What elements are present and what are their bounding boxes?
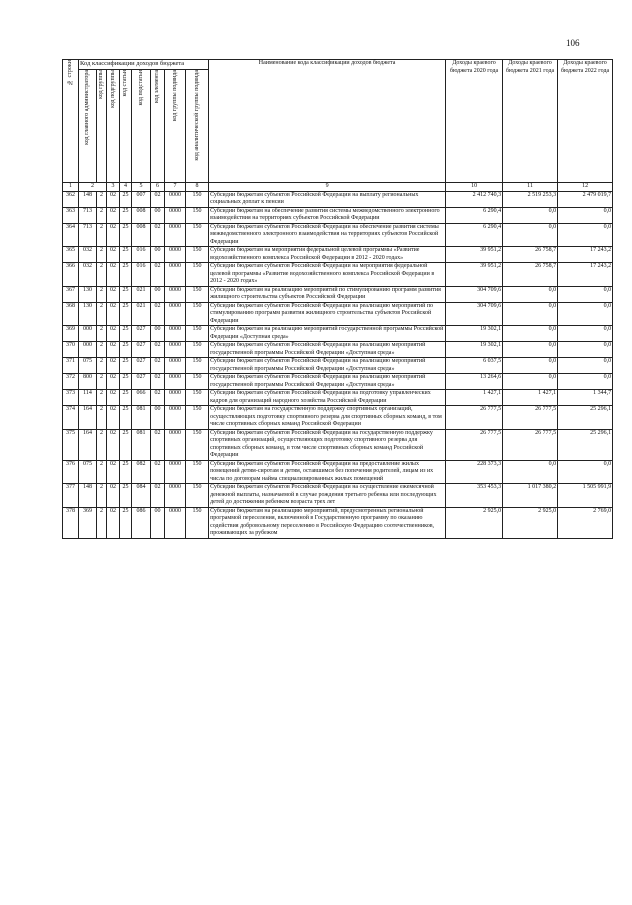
- header-code-subtype-group: код группы подвида: [165, 70, 186, 183]
- revenue-2022: 0,0: [558, 223, 613, 247]
- row-number: 374: [63, 406, 79, 430]
- revenue-name: Субсидии бюджетам на обеспечение развития системы межведомственного электронного взаимодействия на территориях субъектов Российской Федерации: [209, 207, 446, 223]
- code-subarticle: 021: [132, 302, 151, 326]
- col-number: 10: [446, 183, 503, 192]
- revenue-2021: 0,0: [503, 326, 558, 342]
- code-admin: 713: [79, 223, 97, 247]
- code-subgroup: 02: [107, 406, 120, 430]
- col-number: 7: [165, 183, 186, 192]
- table-row: [63, 358, 613, 374]
- table-row: [63, 507, 613, 538]
- code-admin: 130: [79, 286, 97, 302]
- code-article: 25: [120, 342, 132, 358]
- revenue-2022: 25 296,1: [558, 406, 613, 430]
- row-number: 376: [63, 460, 79, 484]
- code-subtype-group: 0000: [165, 484, 186, 508]
- code-element: 02: [151, 223, 165, 247]
- header-code-element: код элемента: [151, 70, 165, 183]
- code-element: 00: [151, 286, 165, 302]
- col-number: 8: [186, 183, 209, 192]
- code-article: 25: [120, 302, 132, 326]
- code-group: 2: [97, 263, 107, 287]
- row-number: 364: [63, 223, 79, 247]
- code-admin: 032: [79, 263, 97, 287]
- code-analytic-group: 150: [186, 286, 209, 302]
- code-subarticle: 021: [132, 286, 151, 302]
- row-number: 369: [63, 326, 79, 342]
- revenue-name: Субсидии бюджетам субъектов Российской Федерации на реализацию мероприятий государственной программы Российской Федерации «Доступная среда»: [209, 342, 446, 358]
- revenue-2022: 1 505 991,9: [558, 484, 613, 508]
- code-subarticle: 016: [132, 247, 151, 263]
- code-subarticle: 008: [132, 223, 151, 247]
- code-subgroup: 02: [107, 223, 120, 247]
- code-element: 02: [151, 342, 165, 358]
- code-subgroup: 02: [107, 507, 120, 538]
- revenue-name: Субсидии бюджетам на реализацию мероприятий государственной программы Российской Федерации «Доступная среда»: [209, 326, 446, 342]
- table-row: [63, 223, 613, 247]
- code-group: 2: [97, 374, 107, 390]
- code-admin: 164: [79, 429, 97, 460]
- code-article: 25: [120, 374, 132, 390]
- row-number: 378: [63, 507, 79, 538]
- table-row: [63, 326, 613, 342]
- code-subarticle: 027: [132, 342, 151, 358]
- col-number: 12: [558, 183, 613, 192]
- code-subarticle: 027: [132, 358, 151, 374]
- code-subtype-group: 0000: [165, 263, 186, 287]
- revenue-2022: 0,0: [558, 342, 613, 358]
- code-subarticle: 084: [132, 484, 151, 508]
- code-subgroup: 02: [107, 263, 120, 287]
- revenue-2020: 6 290,4: [446, 207, 503, 223]
- table-row: [63, 374, 613, 390]
- code-subarticle: 007: [132, 191, 151, 207]
- code-subgroup: 02: [107, 390, 120, 406]
- revenue-2020: 39 951,2: [446, 247, 503, 263]
- code-element: 02: [151, 263, 165, 287]
- row-number: 375: [63, 429, 79, 460]
- code-article: 25: [120, 326, 132, 342]
- code-admin: 000: [79, 342, 97, 358]
- revenue-2021: 26 777,5: [503, 406, 558, 430]
- table-row: [63, 460, 613, 484]
- revenue-2021: 0,0: [503, 207, 558, 223]
- code-analytic-group: 150: [186, 326, 209, 342]
- revenue-name: Субсидии бюджетам на мероприятия федеральной целевой программы «Развитие водохозяйственного комплекса Российской Федерации в 2012 - 2020 годах»: [209, 247, 446, 263]
- revenue-name: Субсидии бюджетам на реализацию мероприятий, предусмотренных региональной программой переселения, включенной в Государственную программу по оказанию содействия добровольному переселению в Российскую Федерацию соотечественников, проживающих за рубежом: [209, 507, 446, 538]
- code-subtype-group: 0000: [165, 191, 186, 207]
- revenue-2022: 17 243,2: [558, 247, 613, 263]
- revenue-name: Субсидии бюджетам на реализацию мероприятий по стимулированию программ развития жилищного строительства субъектов Российской Федерации: [209, 286, 446, 302]
- code-subtype-group: 0000: [165, 406, 186, 430]
- code-subgroup: 02: [107, 374, 120, 390]
- revenue-name: Субсидии бюджетам субъектов Российской Федерации на обеспечение развития системы межведомственного электронного взаимодействия на территориях субъектов Российской Федерации: [209, 223, 446, 247]
- row-number: 367: [63, 286, 79, 302]
- header-revenue-2021: Доходы краевого бюджета 2021 года: [503, 60, 558, 183]
- code-group: 2: [97, 507, 107, 538]
- revenue-2022: 1 344,7: [558, 390, 613, 406]
- revenue-2022: 0,0: [558, 207, 613, 223]
- code-subtype-group: 0000: [165, 286, 186, 302]
- col-number: 2: [79, 183, 107, 192]
- code-element: 00: [151, 247, 165, 263]
- code-subtype-group: 0000: [165, 302, 186, 326]
- code-group: 2: [97, 191, 107, 207]
- code-subtype-group: 0000: [165, 374, 186, 390]
- revenue-2022: 25 296,1: [558, 429, 613, 460]
- code-element: 02: [151, 484, 165, 508]
- code-group: 2: [97, 223, 107, 247]
- code-group: 2: [97, 326, 107, 342]
- revenue-2021: 26 758,7: [503, 247, 558, 263]
- revenue-2021: 1 427,1: [503, 390, 558, 406]
- revenue-name: Субсидии бюджетам субъектов Российской Федерации на реализацию мероприятий государственной программы Российской Федерации «Доступная среда»: [209, 358, 446, 374]
- revenue-2020: 26 777,5: [446, 406, 503, 430]
- table-row: [63, 247, 613, 263]
- code-analytic-group: 150: [186, 191, 209, 207]
- code-analytic-group: 150: [186, 302, 209, 326]
- code-admin: 114: [79, 390, 97, 406]
- col-number: 5: [132, 183, 151, 192]
- code-admin: 164: [79, 406, 97, 430]
- row-number: 363: [63, 207, 79, 223]
- code-group: 2: [97, 460, 107, 484]
- header-code-analytic-group: код аналитической группы подвида: [186, 70, 209, 183]
- revenue-2022: 2 479 019,7: [558, 191, 613, 207]
- revenue-2022: 0,0: [558, 358, 613, 374]
- code-subtype-group: 0000: [165, 247, 186, 263]
- code-group: 2: [97, 207, 107, 223]
- code-group: 2: [97, 247, 107, 263]
- code-analytic-group: 150: [186, 406, 209, 430]
- code-article: 25: [120, 263, 132, 287]
- code-admin: 713: [79, 207, 97, 223]
- header-classification-group: Код классификации доходов бюджета: [79, 60, 209, 70]
- code-admin: 032: [79, 247, 97, 263]
- code-analytic-group: 150: [186, 223, 209, 247]
- header-code-subgroup: код подгруппы: [107, 70, 120, 183]
- code-element: 02: [151, 191, 165, 207]
- table-row: [63, 286, 613, 302]
- code-analytic-group: 150: [186, 390, 209, 406]
- revenue-name: Субсидии бюджетам субъектов Российской Федерации на подготовку управленческих кадров для организаций народного хозяйства Российской Федерации: [209, 390, 446, 406]
- code-element: 02: [151, 460, 165, 484]
- header-code-subarticle: код подстатьи: [132, 70, 151, 183]
- revenue-2020: 19 302,1: [446, 342, 503, 358]
- revenue-2022: 0,0: [558, 460, 613, 484]
- col-number: 11: [503, 183, 558, 192]
- code-subarticle: 027: [132, 374, 151, 390]
- code-article: 25: [120, 406, 132, 430]
- code-subgroup: 02: [107, 326, 120, 342]
- code-group: 2: [97, 302, 107, 326]
- code-element: 02: [151, 302, 165, 326]
- header-name: Наименование кода классификации доходов бюджета: [209, 60, 446, 183]
- code-subgroup: 02: [107, 191, 120, 207]
- code-group: 2: [97, 406, 107, 430]
- revenue-2021: 0,0: [503, 460, 558, 484]
- code-article: 25: [120, 247, 132, 263]
- code-element: 02: [151, 358, 165, 374]
- revenue-2021: 0,0: [503, 302, 558, 326]
- code-subarticle: 008: [132, 207, 151, 223]
- code-article: 25: [120, 507, 132, 538]
- row-number: 370: [63, 342, 79, 358]
- table-row: [63, 390, 613, 406]
- code-subarticle: 086: [132, 507, 151, 538]
- header-revenue-2020: Доходы краевого бюджета 2020 года: [446, 60, 503, 183]
- code-subgroup: 02: [107, 460, 120, 484]
- code-element: 02: [151, 374, 165, 390]
- code-subarticle: 081: [132, 406, 151, 430]
- revenue-2022: 2 769,0: [558, 507, 613, 538]
- column-numbers-row: [63, 183, 613, 192]
- code-subtype-group: 0000: [165, 507, 186, 538]
- code-admin: 075: [79, 460, 97, 484]
- code-group: 2: [97, 286, 107, 302]
- code-analytic-group: 150: [186, 460, 209, 484]
- code-subgroup: 02: [107, 207, 120, 223]
- code-admin: 075: [79, 358, 97, 374]
- code-article: 25: [120, 429, 132, 460]
- revenue-name: Субсидии бюджетам субъектов Российской Федерации на реализацию мероприятий по стимулированию программ развития жилищного строительства субъектов Российской Федерации: [209, 302, 446, 326]
- code-subtype-group: 0000: [165, 223, 186, 247]
- code-group: 2: [97, 358, 107, 374]
- code-admin: 369: [79, 507, 97, 538]
- code-group: 2: [97, 390, 107, 406]
- revenue-2022: 0,0: [558, 286, 613, 302]
- revenue-2020: 304 709,6: [446, 286, 503, 302]
- revenue-2020: 6 037,5: [446, 358, 503, 374]
- col-number: 6: [151, 183, 165, 192]
- revenue-2021: 2 519 253,3: [503, 191, 558, 207]
- code-article: 25: [120, 390, 132, 406]
- code-article: 25: [120, 223, 132, 247]
- revenue-2020: 2 925,0: [446, 507, 503, 538]
- table-row: [63, 302, 613, 326]
- row-number: 362: [63, 191, 79, 207]
- revenue-2021: 0,0: [503, 342, 558, 358]
- code-article: 25: [120, 460, 132, 484]
- code-group: 2: [97, 342, 107, 358]
- code-subgroup: 02: [107, 302, 120, 326]
- header-revenue-2022: Доходы краевого бюджета 2022 года: [558, 60, 613, 183]
- table-row: [63, 406, 613, 430]
- revenue-name: Субсидии бюджетам субъектов Российской Федерации на осуществление ежемесячной денежной выплаты, назначаемой в случае рождения третьего ребенка или последующих детей до достижения ребенком возраста трех лет: [209, 484, 446, 508]
- code-article: 25: [120, 484, 132, 508]
- code-admin: 130: [79, 302, 97, 326]
- budget-revenue-table: [62, 59, 613, 539]
- row-number: 368: [63, 302, 79, 326]
- code-admin: 148: [79, 191, 97, 207]
- revenue-2021: 0,0: [503, 286, 558, 302]
- revenue-2021: 26 777,5: [503, 429, 558, 460]
- code-subgroup: 02: [107, 358, 120, 374]
- code-element: 00: [151, 207, 165, 223]
- header-code-group: код группы: [97, 70, 107, 183]
- table-row: [63, 263, 613, 287]
- code-element: 02: [151, 390, 165, 406]
- code-subgroup: 02: [107, 247, 120, 263]
- code-article: 25: [120, 207, 132, 223]
- revenue-2021: 2 925,0: [503, 507, 558, 538]
- code-element: 02: [151, 429, 165, 460]
- revenue-2021: 0,0: [503, 374, 558, 390]
- row-number: 373: [63, 390, 79, 406]
- header-code-article: код статьи: [120, 70, 132, 183]
- code-subtype-group: 0000: [165, 326, 186, 342]
- code-subarticle: 066: [132, 390, 151, 406]
- code-subgroup: 02: [107, 484, 120, 508]
- revenue-2022: 17 243,2: [558, 263, 613, 287]
- code-analytic-group: 150: [186, 342, 209, 358]
- revenue-2020: 13 264,6: [446, 374, 503, 390]
- table-row: [63, 484, 613, 508]
- row-number: 366: [63, 263, 79, 287]
- revenue-2020: 1 427,1: [446, 390, 503, 406]
- code-subarticle: 016: [132, 263, 151, 287]
- revenue-name: Субсидии бюджетам субъектов Российской Федерации на мероприятия федеральной целевой программы «Развитие водохозяйственного комплекса Российской Федерации в 2012 - 2020 годах»: [209, 263, 446, 287]
- revenue-2020: 26 777,5: [446, 429, 503, 460]
- code-admin: 000: [79, 326, 97, 342]
- code-admin: 800: [79, 374, 97, 390]
- code-subgroup: 02: [107, 342, 120, 358]
- row-number: 371: [63, 358, 79, 374]
- revenue-2021: 0,0: [503, 358, 558, 374]
- row-number: 365: [63, 247, 79, 263]
- code-subtype-group: 0000: [165, 207, 186, 223]
- col-number: 3: [107, 183, 120, 192]
- code-subarticle: 027: [132, 326, 151, 342]
- code-analytic-group: 150: [186, 374, 209, 390]
- revenue-2020: 2 412 740,3: [446, 191, 503, 207]
- revenue-name: Субсидии бюджетам субъектов Российской Федерации на реализацию мероприятий государственной программы Российской Федерации «Доступная среда»: [209, 374, 446, 390]
- revenue-2020: 353 453,3: [446, 484, 503, 508]
- revenue-2021: 26 758,7: [503, 263, 558, 287]
- col-number: 9: [209, 183, 446, 192]
- revenue-2020: 39 951,2: [446, 263, 503, 287]
- code-subtype-group: 0000: [165, 342, 186, 358]
- table-row: [63, 429, 613, 460]
- row-number: 372: [63, 374, 79, 390]
- code-article: 25: [120, 286, 132, 302]
- revenue-2020: 228 373,3: [446, 460, 503, 484]
- header-code-admin: код главного администратора: [79, 70, 97, 183]
- col-number: 4: [120, 183, 132, 192]
- code-element: 00: [151, 507, 165, 538]
- code-analytic-group: 150: [186, 429, 209, 460]
- table-row: [63, 207, 613, 223]
- revenue-2020: 6 290,4: [446, 223, 503, 247]
- revenue-name: Субсидии бюджетам субъектов Российской Федерации на государственную поддержку спортивных организаций, осуществляющих подготовку спортивного резерва для спортивных сборных команд, в том числе спортивных сборных команд Российской Федерации: [209, 429, 446, 460]
- code-article: 25: [120, 191, 132, 207]
- code-group: 2: [97, 429, 107, 460]
- code-subarticle: 081: [132, 429, 151, 460]
- revenue-2021: 0,0: [503, 223, 558, 247]
- code-analytic-group: 150: [186, 358, 209, 374]
- code-analytic-group: 150: [186, 484, 209, 508]
- code-analytic-group: 150: [186, 247, 209, 263]
- code-subtype-group: 0000: [165, 390, 186, 406]
- code-subtype-group: 0000: [165, 358, 186, 374]
- code-analytic-group: 150: [186, 507, 209, 538]
- row-number: 377: [63, 484, 79, 508]
- revenue-2021: 1 017 380,2: [503, 484, 558, 508]
- code-subgroup: 02: [107, 286, 120, 302]
- revenue-2022: 0,0: [558, 302, 613, 326]
- code-group: 2: [97, 484, 107, 508]
- code-analytic-group: 150: [186, 207, 209, 223]
- revenue-name: Субсидии бюджетам субъектов Российской Федерации на выплату региональных социальных доплат к пенсии: [209, 191, 446, 207]
- col-number: 1: [63, 183, 79, 192]
- revenue-name: Субсидии бюджетам субъектов Российской Федерации на предоставление жилых помещений детям-сиротам и детям, оставшимся без попечения родителей, лицам из их числа по договорам найма специализированных жилых помещений: [209, 460, 446, 484]
- page-number: 106: [566, 38, 580, 48]
- revenue-2020: 304 709,6: [446, 302, 503, 326]
- table-row: [63, 191, 613, 207]
- code-admin: 148: [79, 484, 97, 508]
- code-subarticle: 082: [132, 460, 151, 484]
- code-element: 00: [151, 326, 165, 342]
- code-article: 25: [120, 358, 132, 374]
- code-element: 00: [151, 406, 165, 430]
- revenue-2020: 19 302,1: [446, 326, 503, 342]
- header-row-number: № строки: [63, 60, 79, 183]
- code-analytic-group: 150: [186, 263, 209, 287]
- code-subgroup: 02: [107, 429, 120, 460]
- revenue-name: Субсидии бюджетам на государственную поддержку спортивных организаций, осуществляющих подготовку спортивного резерва для спортивных сборных команд, в том числе спортивных сборных команд Российской Федерации: [209, 406, 446, 430]
- table-row: [63, 342, 613, 358]
- revenue-2022: 0,0: [558, 374, 613, 390]
- revenue-2022: 0,0: [558, 326, 613, 342]
- code-subtype-group: 0000: [165, 429, 186, 460]
- code-subtype-group: 0000: [165, 460, 186, 484]
